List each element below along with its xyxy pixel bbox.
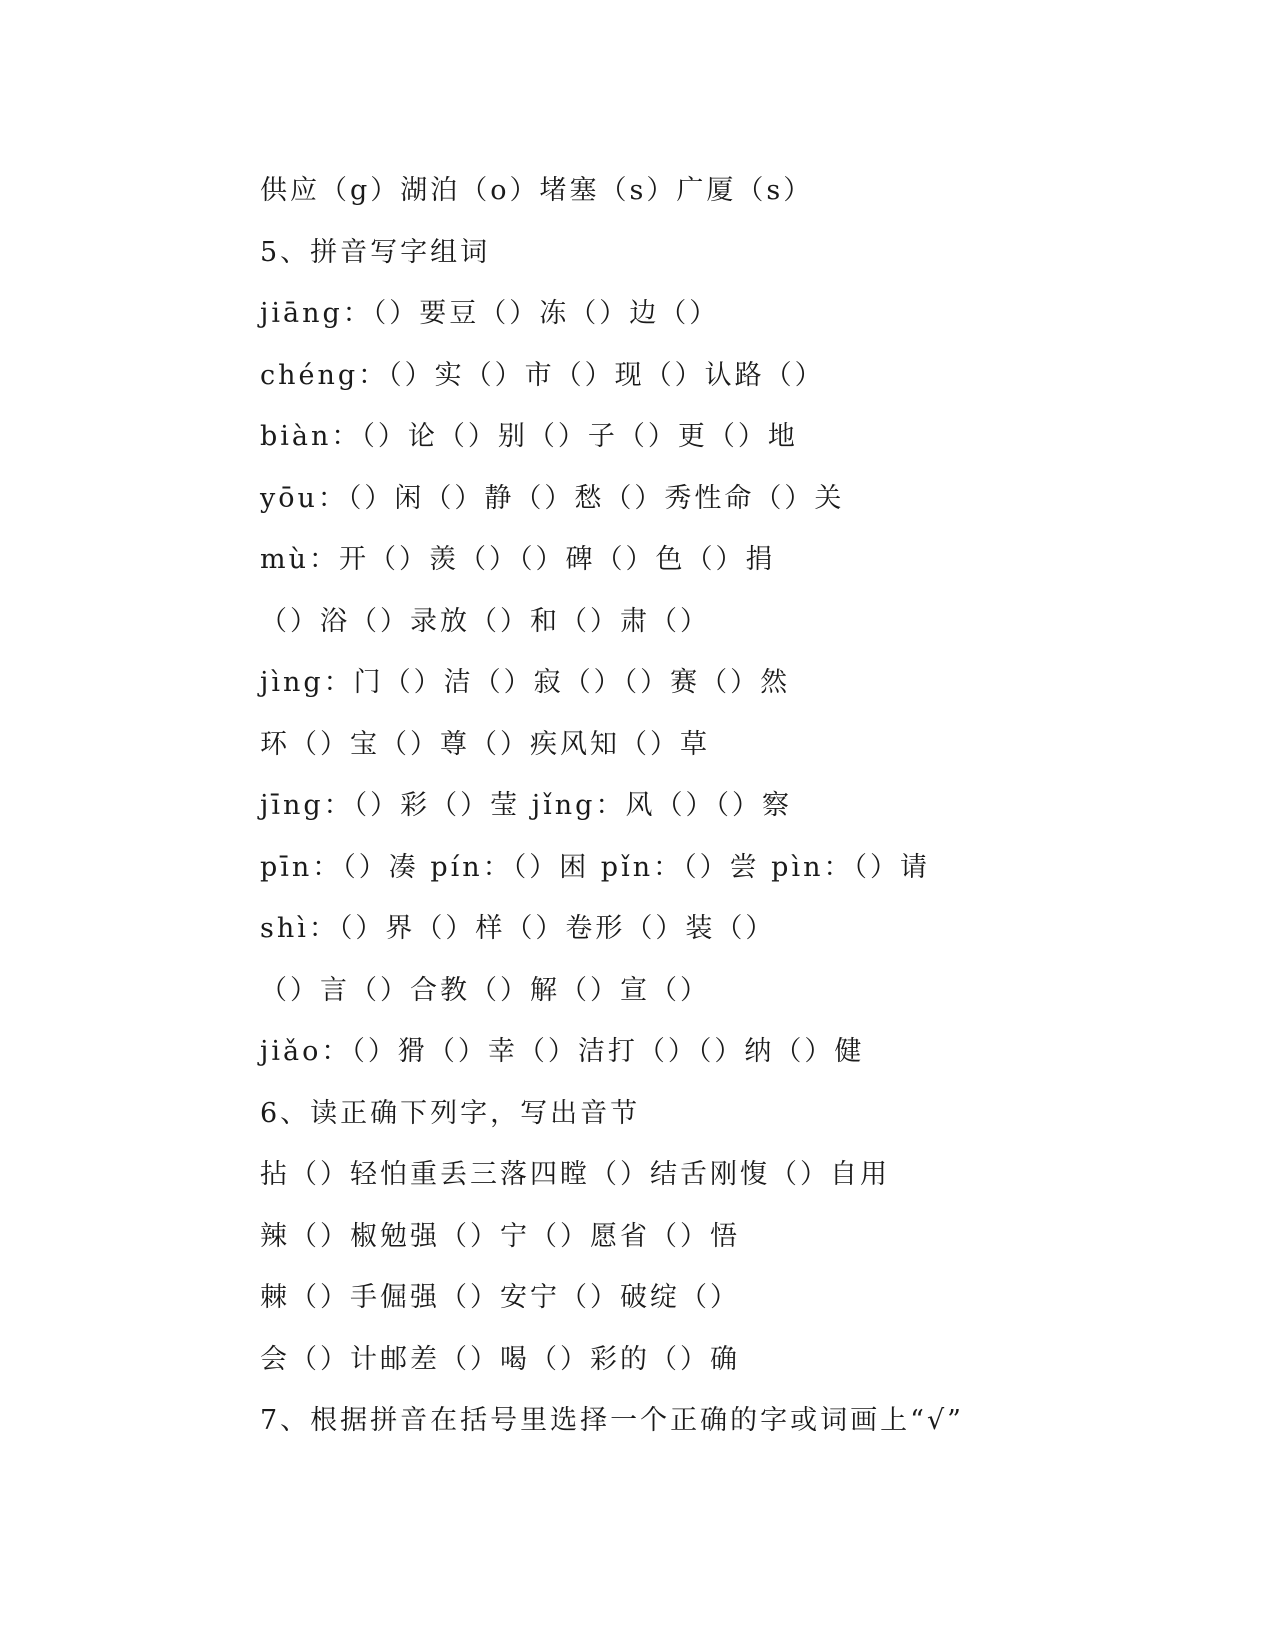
text-line-hui: 会（）计邮差（）喝（）彩的（）确: [260, 1343, 740, 1375]
text-line-shi-cont: （）言（）合教（）解（）宣（）: [260, 974, 710, 1006]
text-line-you: yōu：（）闲（）静（）愁（）秀性命（）关: [260, 482, 845, 514]
text-line-mu: mù：开（）羡（）（）碑（）色（）捐: [260, 544, 776, 575]
text-line-jing4-cont: 环（）宝（）尊（）疾风知（）草: [260, 728, 710, 760]
text-line-1: 供应（g）湖泊（o）堵塞（s）广厦（s）: [260, 175, 814, 206]
text-line-la: 辣（）椒勉强（）宁（）愿省（）悟: [260, 1220, 740, 1252]
text-line-jiang: jiāng：（）要豆（）冻（）边（）: [260, 298, 720, 329]
section-5-heading: 5、拼音写字组词: [260, 236, 491, 268]
text-line-shi: shì：（）界（）样（）卷形（）装（）: [260, 913, 776, 944]
text-line-cheng: chéng：（）实（）市（）现（）认路（）: [260, 359, 825, 391]
text-line-ji: 棘（）手倔强（）安宁（）破绽（）: [260, 1282, 740, 1313]
text-line-jiao: jiǎo：（）猾（）幸（）洁打（）（）纳（）健: [260, 1036, 865, 1067]
document-page: [260, 160, 1240, 1452]
text-line-jing4: jìng：门（）洁（）寂（）（）赛（）然: [260, 667, 791, 698]
text-line-jing1: jīng：（）彩（）莹 jǐng：风（）（）察: [260, 790, 792, 821]
text-line-mu-cont: （）浴（）录放（）和（）肃（）: [260, 605, 710, 637]
text-line-bian: biàn：（）论（）别（）子（）更（）地: [260, 421, 798, 452]
text-line-pin: pīn：（）凑 pín：（）困 pǐn：（）尝 pìn：（）请: [260, 851, 930, 883]
text-line-nian: 拈（）轻怕重丢三落四瞠（）结舌刚愎（）自用: [260, 1159, 890, 1190]
section-6-heading: 6、读正确下列字，写出音节: [260, 1097, 641, 1129]
section-7-heading: 7、根据拼音在括号里选择一个正确的字或词画上“√”: [260, 1405, 964, 1436]
